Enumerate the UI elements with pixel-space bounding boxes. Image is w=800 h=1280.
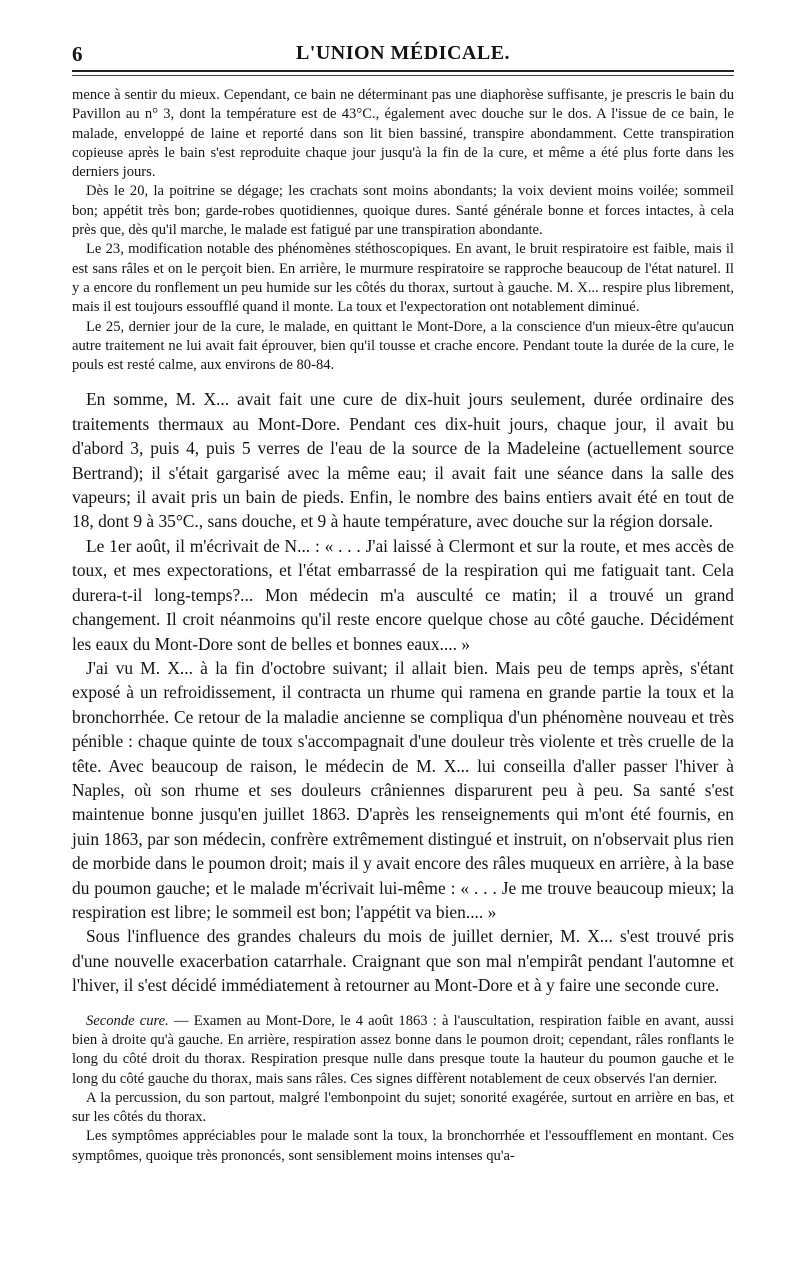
- paragraph: Le 25, dernier jour de la cure, le malade, en quittant le Mont-Dore, a la conscience d'un mieux-être qu'aucun autre traitement ne lui avait fait éprouver, bien qu'il tousse et crache encore. Pendant toute la durée de la cure, le pouls est resté calme, aux environs de 80-84.: [72, 318, 734, 374]
- paragraph: Sous l'influence des grandes chaleurs du mois de juillet dernier, M. X... s'est trouvé pris d'une nouvelle exacerbation catarrhale. Craignant que son mal n'empirât pendant l'automne et l'hiver, il s'est décidé immédiatement à retourner au Mont-Dore et à y faire une seconde cure.: [72, 926, 734, 996]
- second-cure-block: [72, 1012, 734, 1166]
- continued-paragraph: mence à sentir du mieux. Cependant, ce bain ne déterminant pas une diaphorèse suffisante, je prescris le bain du Pavillon au n° 3, dont la température est de 43°C., également avec douche sur le dos. A l'issue de ce bain, le malade, enveloppé de laine et reporté dans son lit bien bassiné, transpire abondamment. Cette transpiration copieuse après le bain s'est reproduite chaque jour jusqu'à la fin de la cure, et même a été plus forte dans les derniers jours.: [72, 87, 734, 181]
- journal-page: [72, 38, 734, 1166]
- journal-title: L'UNION MÉDICALE.: [295, 42, 511, 64]
- second-cure-lead: Seconde cure.: [86, 1012, 169, 1029]
- paragraph: A la percussion, du son partout, malgré l'embonpoint du sujet; sonorité exagérée, surtout en arrière en bas, et sur les côtés du thorax.: [72, 1089, 734, 1126]
- page-number: 6: [72, 42, 83, 66]
- paragraph: En somme, M. X... avait fait une cure de dix-huit jours seulement, durée ordinaire des traitements thermaux au Mont-Dore. Pendant ces dix-huit jours, chaque jour, il avait bu d'abord 3, puis 4, puis 5 verres de l'eau de la source de la Madeleine (actuellement source Bertrand); il s'était gargarisé avec la même eau; il avait fait une séance dans la salle des vapeurs; il avait pris un bain de pieds. Enfin, le nombre des bains entiers avait été en tout de 18, dont 9 à 35°C., sans douche, et 9 à haute température, avec douche sur la région dorsale.: [72, 389, 734, 532]
- paragraph: Dès le 20, la poitrine se dégage; les crachats sont moins abondants; la voix devient moins voilée; sommeil bon; appétit très bon; garde-robes quotidiennes, quoique dures. Santé générale bonne et forces intactes, à cela près que, dès qu'il marche, le malade est fatigué par une transpiration abondante.: [72, 183, 734, 239]
- paragraph: Le 23, modification notable des phénomènes stéthoscopiques. En avant, le bruit respiratoire est faible, mais il est sans râles et on le perçoit bien. En arrière, le murmure respiratoire se rapproche beaucoup de l'état naturel. Il y a encore du ronflement un peu humide sur les côtés du thorax, surtout à gauche. M. X... respire plus librement, mais il est toujours essoufflé quand il monte. La toux et l'expectoration ont notablement diminué.: [72, 241, 734, 316]
- second-cure-text: — Examen au Mont-Dore, le 4 août 1863 : à l'auscultation, respiration faible en avant, aussi bien à droite qu'à gauche. En arrière, respiration assez bonne dans le poumon droit; cependant, râles ronflants le long du côté droit du thorax. Respiration presque nulle dans presque toute la hauteur du poumon gauche et le long du côté gauche du thorax, mais sans râles. Ces signes diffèrent notablement de ceux observés l'an dernier.: [72, 1012, 734, 1087]
- second-cure-paragraph: [72, 1012, 734, 1089]
- letter-paragraph: Le 1er août, il m'écrivait de N... : « . . . J'ai laissé à Clermont et sur la route, et mes accès de toux, et mes expectorations, et l'état embarrassé de la respiration qui me fatiguait tant. Cela durera-t-il long-temps?... Mon médecin m'a ausculté ce matin; il a trouvé un grand changement. Il croit néanmoins qu'il reste encore quelque chose au côté gauche. Décidément les eaux du Mont-Dore sont de belles et bonnes eaux.... »: [72, 535, 734, 654]
- header-rule: [72, 75, 734, 76]
- paragraph: J'ai vu M. X... à la fin d'octobre suivant; il allait bien. Mais peu de temps après, s'étant exposé à un refroidissement, il contracta un rhume qui ramena en grande partie la toux et la bronchorrhée. Ce retour de la maladie ancienne se compliqua d'un phénomène nouveau et très pénible : chaque quinte de toux s'accompagnait d'une douleur très violente et très cruelle de la tête. Avec beaucoup de raison, le médecin de M. X... lui conseilla d'aller passer l'hiver à Naples, où son rhume et ses douleurs crâniennes disparurent peu à peu. Sa santé s'est maintenue bonne jusqu'en juillet 1863. D'après les renseignements qui m'ont été fournis, en juin 1863, par son médecin, confrère extrêmement distingué et instruit, on n'observait plus rien de morbide dans le poumon droit; mais il y avait encore des râles muqueux en arrière, à la base du poumon gauche; et le malade m'écrivait lui-même : « . . . Je me trouve beaucoup mieux; la respiration est libre; le sommeil est bon; l'appétit va bien.... »: [72, 657, 734, 922]
- summary-block: [72, 387, 734, 997]
- running-header: [72, 38, 734, 72]
- first-case-block: [72, 86, 734, 375]
- paragraph: Les symptômes appréciables pour le malade sont la toux, la bronchorrhée et l'essoufflement en montant. Ces symptômes, quoique très prononcés, sont sensiblement moins intenses qu'a-: [72, 1128, 734, 1164]
